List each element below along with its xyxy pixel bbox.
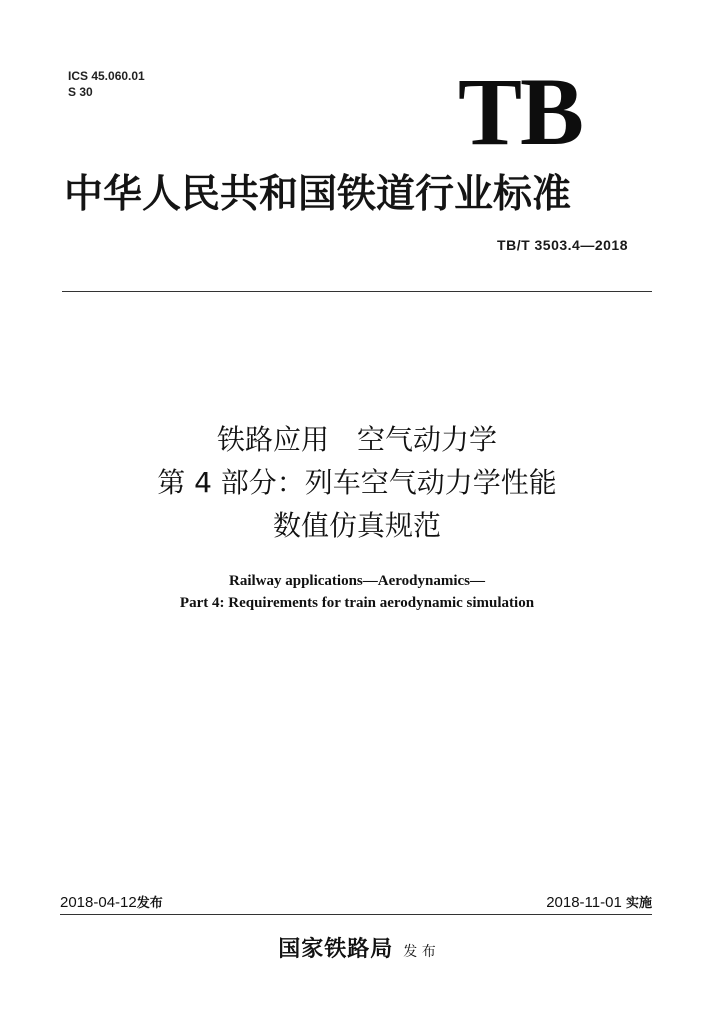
publisher-label: 发 布 xyxy=(403,944,436,960)
chinese-title-line: 铁路应用 空气动力学 xyxy=(216,423,497,456)
english-title-line: Railway applications—Aerodynamics— xyxy=(229,573,485,589)
ccs-code: S 30 xyxy=(68,85,93,99)
implement-label: 实施 xyxy=(625,896,652,911)
standard-number: TB/T 3503.4—2018 xyxy=(497,237,628,253)
issue-date: 2018-04-12 xyxy=(60,894,137,911)
publisher-block xyxy=(62,934,652,964)
english-title xyxy=(62,570,652,614)
issue-label: 发布 xyxy=(136,896,163,911)
ics-code: ICS 45.060.01 xyxy=(68,69,145,83)
implement-date: 2018-11-01 xyxy=(546,894,622,911)
issue-date-block xyxy=(60,893,163,914)
chinese-title xyxy=(62,418,652,547)
tb-logo: TB xyxy=(458,58,583,165)
organization-title: 中华人民共和国铁道行业标准 xyxy=(64,171,572,217)
chinese-title-line: 第 4 部分：列车空气动力学性能 xyxy=(157,466,557,499)
header-divider xyxy=(62,291,652,292)
classification-codes xyxy=(68,68,145,100)
publisher-name: 国家铁路局 xyxy=(278,936,394,962)
implement-date-block xyxy=(546,893,652,914)
english-title-line: Part 4: Requirements for train aerodynamic simulation xyxy=(179,595,535,611)
chinese-title-line: 数值仿真规范 xyxy=(272,509,441,542)
footer-divider xyxy=(60,914,652,915)
